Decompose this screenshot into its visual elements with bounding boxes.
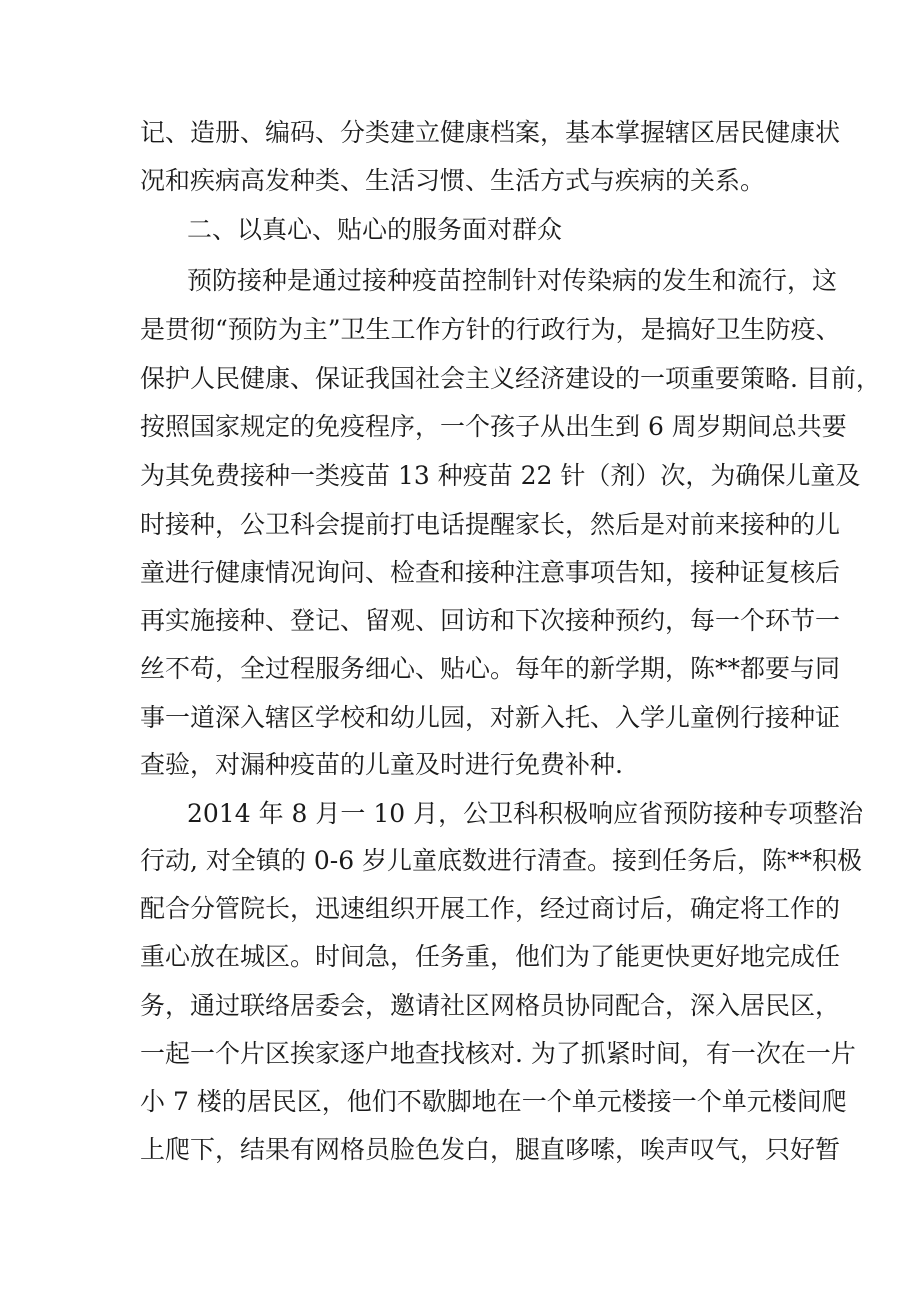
text-line: 事一道深入辖区学校和幼儿园，对新入托、入学儿童例行接种证 bbox=[140, 703, 841, 732]
text-line: 记、造册、编码、分类建立健康档案，基本掌握辖区居民健康状 bbox=[140, 118, 841, 147]
text-line: 丝不苟，全过程服务细心、贴心。每年的新学期，陈**都要与同 bbox=[140, 654, 841, 683]
text-line: 预防接种是通过接种疫苗控制针对传染病的发生和流行，这 bbox=[187, 266, 838, 295]
text-line: 2014 年 8 月一 10 月，公卫科积极响应省预防接种专项整治 bbox=[187, 799, 864, 828]
text-line: 再实施接种、登记、留观、回访和下次接种预约，每一个环节一 bbox=[140, 606, 841, 635]
text-line: 配合分管院长，迅速组织开展工作，经过商讨后，确定将工作的 bbox=[140, 894, 841, 923]
text-line: 按照国家规定的免疫程序，一个孩子从出生到 6 周岁期间总共要 bbox=[140, 412, 847, 441]
text-line: 时接种，公卫科会提前打电话提醒家长，然后是对前来接种的儿 bbox=[140, 510, 841, 539]
text-line: 行动, 对全镇的 0-6 岁儿童底数进行清查。接到任务后，陈**积极 bbox=[140, 846, 863, 875]
text-line: 是贯彻“预防为主”卫生工作方针的行政行为，是搞好卫生防疫、 bbox=[140, 315, 841, 344]
text-line: 查验，对漏种疫苗的儿童及时进行免费补种. bbox=[140, 750, 623, 779]
text-line: 上爬下，结果有网格员脸色发白，腿直哆嗦，唉声叹气，只好暂 bbox=[140, 1135, 841, 1164]
text-line: 童进行健康情况询问、检查和接种注意事项告知，接种证复核后 bbox=[140, 558, 841, 587]
section-heading: 二、以真心、贴心的服务面对群众 bbox=[187, 215, 563, 244]
text-line: 为其免费接种一类疫苗 13 种疫苗 22 针（剂）次，为确保儿童及 bbox=[140, 461, 861, 490]
text-line: 小 7 楼的居民区，他们不歇脚地在一个单元楼接一个单元楼间爬 bbox=[140, 1087, 847, 1116]
text-line: 保护人民健康、保证我国社会主义经济建设的一项重要策略. 目前， bbox=[140, 364, 881, 393]
text-line: 况和疾病高发种类、生活习惯、生活方式与疾病的关系。 bbox=[140, 166, 766, 195]
text-line: 一起一个片区挨家逐户地查找核对. 为了抓紧时间，有一次在一片 bbox=[140, 1039, 856, 1068]
text-line: 务，通过联络居委会，邀请社区网格员协同配合，深入居民区， bbox=[140, 991, 841, 1020]
text-line: 重心放在城区。时间急，任务重，他们为了能更快更好地完成任 bbox=[140, 942, 841, 971]
